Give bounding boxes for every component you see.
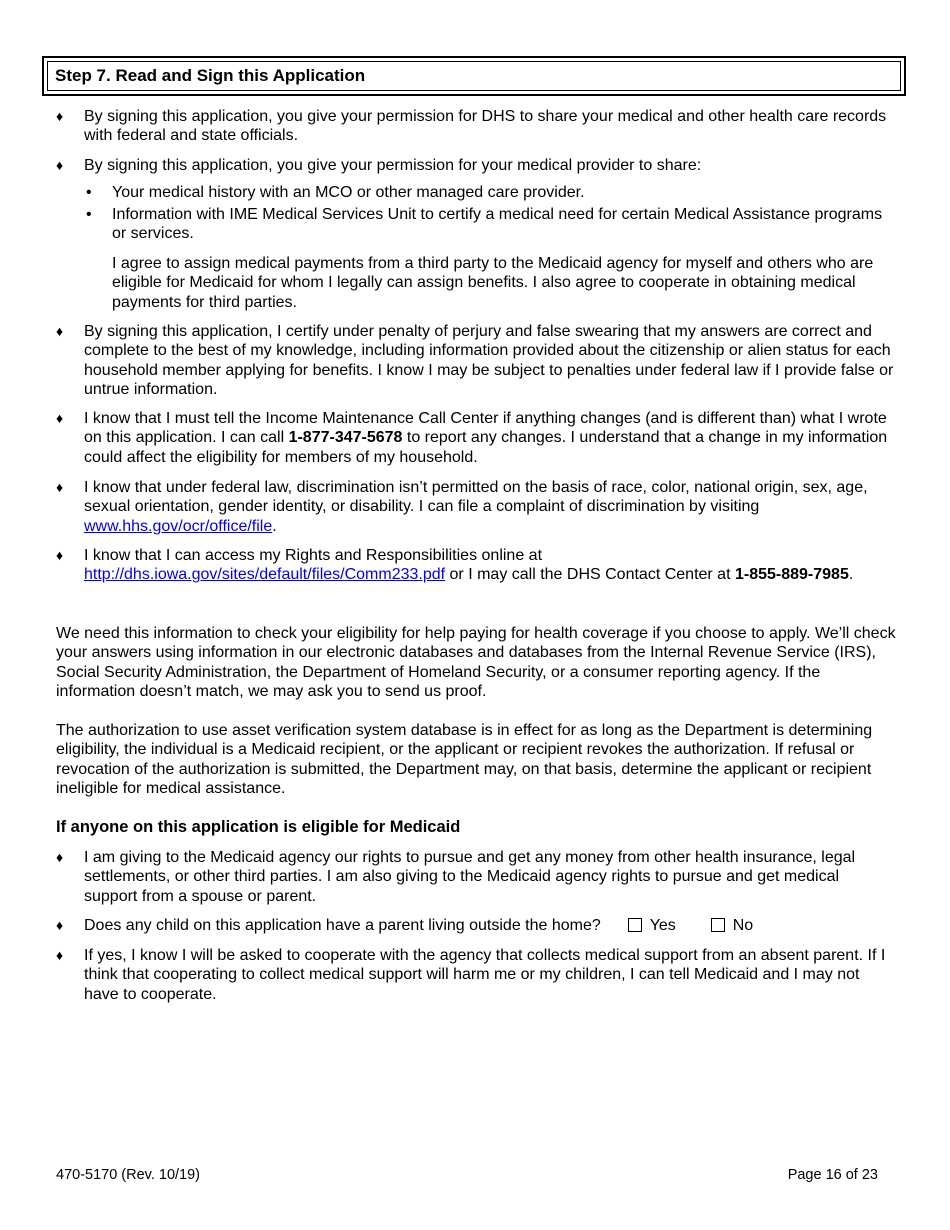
bullet-text-part: I know that I can access my Rights and Responsibilities online at bbox=[84, 547, 543, 564]
bullet-text-part: to report any changes. I understand that a change in my information could affect the eligibility for members of my household. bbox=[84, 429, 888, 466]
bullet-text-part: . bbox=[272, 517, 277, 535]
step-title: Step 7. Read and Sign this Application bbox=[55, 66, 366, 85]
diamond-bullet-icon: ♦ bbox=[56, 410, 64, 426]
form-number: 470-5170 (Rev. 10/19) bbox=[56, 1167, 201, 1183]
bullet-text: By signing this application, you give your permission for DHS to share your medical and other health care records with federal and state officials. bbox=[84, 108, 887, 145]
bullet-text bbox=[84, 478, 896, 536]
parent-question: Does any child on this application have a parent living outside the home? bbox=[84, 917, 601, 934]
call-center-phone: 1-877-347-5678 bbox=[288, 429, 403, 447]
bullet-text: By signing this application, you give your permission for your medical provider to share: bbox=[84, 157, 702, 174]
bullet-text: I am giving to the Medicaid agency our rights to pursue and get any money from other health insurance, legal settlements, or other third parties. I am also giving to the Medicaid agency rights to pursue and get medical support from a spouse or parent. bbox=[84, 849, 856, 905]
diamond-bullet-icon: ♦ bbox=[56, 479, 64, 495]
bullet-text-part: I know that I must tell the Income Maintenance Call Center if anything changes (and is different than) what I wrote on this application. I can call bbox=[84, 410, 887, 447]
no-checkbox[interactable] bbox=[711, 918, 725, 932]
diamond-bullet-icon: ♦ bbox=[56, 108, 64, 124]
diamond-bullet-icon: ♦ bbox=[56, 323, 64, 339]
step-header-box bbox=[42, 56, 906, 96]
comm233-pdf-link[interactable]: http://dhs.iowa.gov/sites/default/files/Comm233.pdf bbox=[84, 566, 446, 584]
diamond-bullet-icon: ♦ bbox=[56, 917, 64, 933]
diamond-bullet-icon: ♦ bbox=[56, 547, 64, 563]
bullet-text-part: I know that under federal law, discrimination isn’t permitted on the basis of race, color, national origin, sex, age, sexual orientation, gender identity, or disability. I can file a complaint of discrimination by visiting bbox=[84, 479, 868, 516]
assign-payments-paragraph: I agree to assign medical payments from a third party to the Medicaid agency for myself and others who are eligible for Medicaid for whom I legally can assign benefits. I also agree to cooperate in obtaining medical payments for third parties. bbox=[112, 255, 874, 311]
eligibility-check-paragraph: We need this information to check your eligibility for help paying for health coverage if you choose to apply. We’ll check your answers using information in our electronic databases and databases from the Internal Revenue Service (IRS), Social Security Administration, the Department of Homeland Security, or a consumer reporting agency. If the information doesn’t match, we may ask you to send us proof. bbox=[56, 625, 896, 701]
dot-bullet-icon: • bbox=[86, 184, 92, 201]
yes-checkbox[interactable] bbox=[628, 918, 642, 932]
bullet-text bbox=[84, 546, 896, 585]
bullet-text: By signing this application, I certify under penalty of perjury and false swearing that my answers are correct and complete to the best of my knowledge, including information provided about the citizenship or alien status for each household member applying for benefits. I know I may be subject to penalties under federal law if I provide false or untrue information. bbox=[84, 323, 894, 399]
asset-verification-paragraph: The authorization to use asset verification system database is in effect for as long as the Department is determining eligibility, the individual is a Medicaid recipient, or the applicant or recipient revokes the authorization. If refusal or revocation of the authorization is submitted, the Department may, on that basis, determine the applicant or recipient ineligible for medical assistance. bbox=[56, 722, 873, 798]
hhs-complaint-link[interactable]: www.hhs.gov/ocr/office/file bbox=[84, 517, 273, 535]
no-label: No bbox=[732, 917, 754, 934]
bullet-text bbox=[84, 409, 896, 467]
dot-bullet-icon: • bbox=[86, 206, 92, 223]
medicaid-section-heading: If anyone on this application is eligible for Medicaid bbox=[56, 818, 461, 836]
diamond-bullet-icon: ♦ bbox=[56, 849, 64, 865]
sub-bullet-text: Your medical history with an MCO or other managed care provider. bbox=[112, 184, 585, 201]
page-number: Page 16 of 23 bbox=[787, 1167, 878, 1183]
bullet-text: If yes, I know I will be asked to cooperate with the agency that collects medical support from an absent parent. If I think that cooperating to collect medical support will harm me or my children, I can tell Medicaid and I may not have to cooperate. bbox=[84, 947, 886, 1003]
sub-bullet-text: Information with IME Medical Services Unit to certify a medical need for certain Medical Assistance programs or services. bbox=[112, 206, 883, 243]
yes-label: Yes bbox=[649, 917, 676, 934]
diamond-bullet-icon: ♦ bbox=[56, 157, 64, 173]
dhs-contact-phone: 1-855-889-7985 bbox=[734, 566, 849, 584]
bullet-text bbox=[84, 916, 896, 935]
bullet-text-part: . bbox=[848, 566, 854, 584]
bullet-text-part: or I may call the DHS Contact Center at bbox=[445, 566, 735, 584]
diamond-bullet-icon: ♦ bbox=[56, 947, 64, 963]
